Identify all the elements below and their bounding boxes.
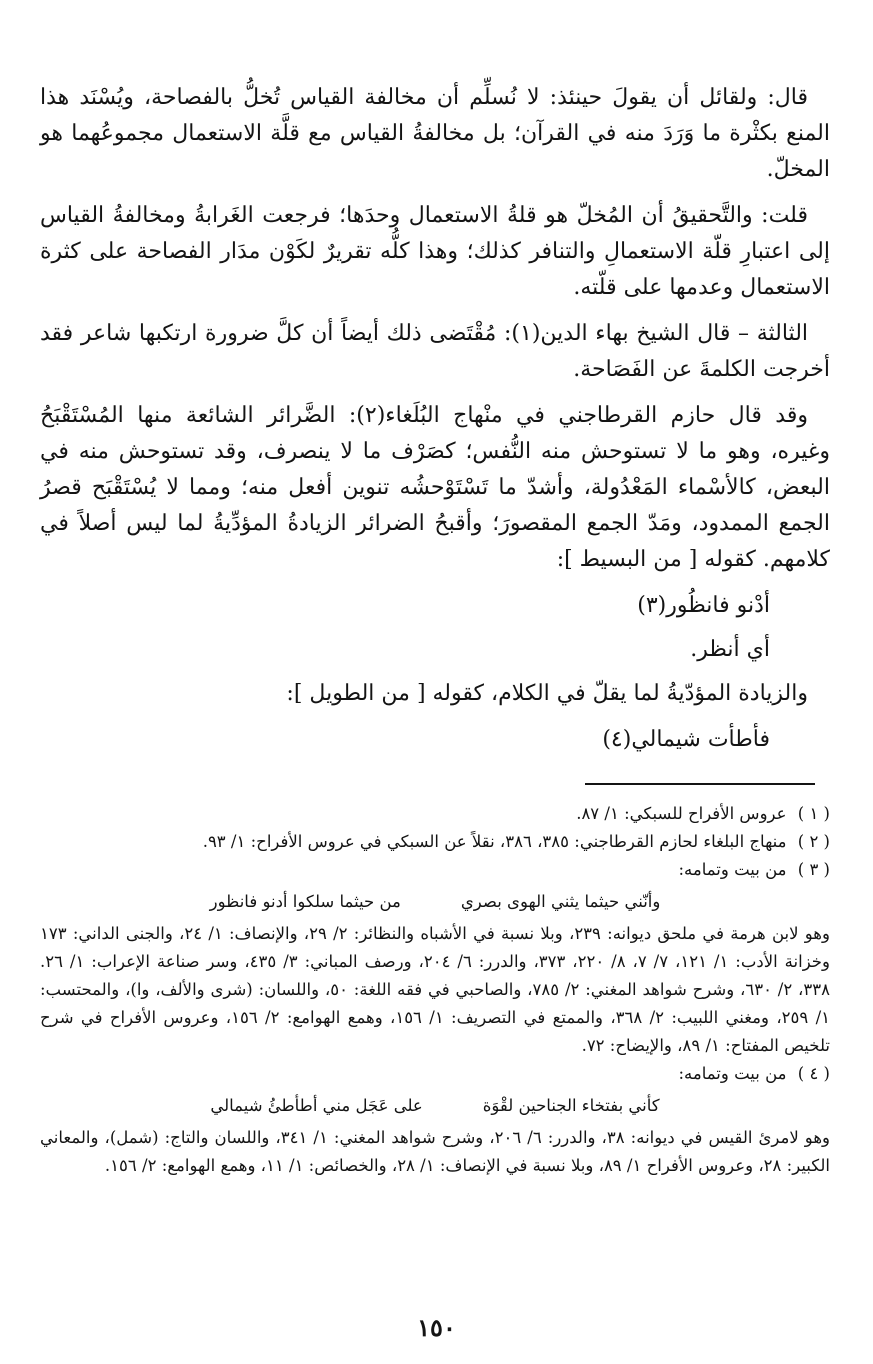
footnote-4: [40, 1060, 830, 1088]
hemistich-left: على عَجَل مني أطأطئُ شيمالي: [210, 1096, 423, 1115]
hemistich-right: كأني بفتخاء الجناحين لقْوَة: [482, 1096, 660, 1115]
paragraph-1: قال: ولقائل أن يقولَ حينئذ: لا نُسلِّم أن مخالفة القياس تُخلُّ بالفصاحة، ويُسْنَد هذا المنع بكثْرة ما وَرَدَ منه في القرآن؛ بل مخالفةُ القياس مع قلَّة الاستعمال مجموعُهما هو المخلّ.: [40, 85, 830, 182]
footnote-4-sources: وهو لامرئ القيس في ديوانه: ٣٨، والدرر: ٦/ ٢٠٦، وشرح شواهد المغني: ١/ ٣٤١، واللسان والتاج: (شمل)، والمعاني الكبير: ٢٨، وعروس الأفراح ١/ ٨٩، وبلا نسبة في الإنصاف: ١/ ٢٨، والخصائص: ١/ ١١، وهمع الهوامع: ٢/ ١٥٦.: [40, 1128, 830, 1175]
page-number: ١٥٠: [417, 1313, 456, 1342]
footnote-text: منهاج البلغاء لحازم القرطاجني: ٣٨٥، ٣٨٦، نقلاً عن السبكي في عروس الأفراح: ١/ ٩٣.: [202, 832, 787, 851]
footnote-number: ( ١ ): [797, 804, 830, 823]
footnote-intro: من بيت وتمامه:: [678, 1064, 787, 1083]
footnote-2: [40, 828, 830, 856]
footnote-number: ( ٤ ): [797, 1064, 830, 1083]
footnotes: [40, 800, 830, 1180]
paragraph-5: والزيادة المؤدّيةُ لما يقلّ في الكلام، كقوله [ من الطويل ]:: [286, 681, 808, 706]
gloss-line-1: أي أنظر.: [690, 637, 770, 662]
paragraph-2: قلت: والتَّحقيقُ أن المُخلّ هو قلةُ الاستعمال وحدَها؛ فرجعت الغَرابةُ ومخالفةُ القياس إلى اعتبارِ قلّة الاستعمالِ والتنافر كذلك؛ وهذا كلُّه تقريرٌ لكَوْن مدَار الفصاحة على كثرة الاستعمال وعدمها على قلّته.: [40, 203, 830, 300]
footnote-3-sources: وهو لابن هرمة في ملحق ديوانه: ٢٣٩، وبلا نسبة في الأشباه والنظائر: ٢/ ٢٩، والإنصاف: ١/ ٢٤، والجنى الداني: ١٧٣ وخزانة الأدب: ١/ ١٢١، ٧/ ٧، ٨/ ٢٢٠، ٣٧٣، والدرر: ٦/ ٢٠٤، ورصف المباني: ٣/ ٤٣٥، وسر صناعة الإعراب: ١/ ٢٦. ٣٣٨، ٢/ ٦٣٠، وشرح شواهد المغني: ٢/ ٧٨٥، والصاحبي في فقه اللغة: ٥٠، واللسان: (شرى والألف، وا)، والمحتسب: ١/ ٢٥٩، ومغني اللبيب: ٢/ ٣٦٨، والممتع في التصريف: ١/ ١٥٦، وهمع الهوامع: ٢/ ١٥٦، وعروس الأفراح في شرح تلخيص المفتاح: ١/ ٨٩، والإيضاح: ٧٢.: [40, 924, 831, 1055]
footnote-separator: [585, 783, 815, 785]
verse-line-1: أدْنو فانظُور(٣): [637, 593, 770, 618]
footnote-1: [40, 800, 830, 828]
hemistich-left: من حيثما سلكوا أدنو فانظور: [209, 892, 401, 911]
footnote-intro: من بيت وتمامه:: [678, 860, 787, 879]
footnote-3: [40, 856, 830, 884]
footnote-number: ( ٢ ): [797, 832, 830, 851]
footnote-text: عروس الأفراح للسبكي: ١/ ٨٧.: [576, 804, 787, 823]
footnote-4-couplet: [40, 1092, 830, 1120]
footnote-number: ( ٣ ): [797, 860, 830, 879]
footnote-3-couplet: [40, 888, 830, 916]
paragraph-4: وقد قال حازم القرطاجني في منْهاج البُلَغاء(٢): الضَّرائر الشائعة منها المُسْتَقْبَحُ وغيره، وهو ما لا تستوحش منه النُّفس؛ كصَرْف ما لا ينصرف، وقد تستوحش منه في البعض، كالأسْماء المَعْدُولة، وأشدّ ما تَسْتَوْحشُه تنوين أفعل منه؛ ومما لا يُسْتَقْبَح قصرُ الجمع الممدود، ومَدّ الجمع المقصورَ؛ وأقبحُ الضرائر الزيادةُ المؤدِّيةُ لما ليس أصلاً في كلامهم. كقوله [ من البسيط ]:: [40, 403, 830, 572]
hemistich-right: وأنّني حيثما يثني الهوى بصري: [460, 892, 661, 911]
paragraph-3: الثالثة – قال الشيخ بهاء الدين(١): مُقْتَضى ذلك أيضاً أن كلَّ ضرورة ارتكبها شاعر فقد أخرجت الكلمةَ عن الفَصَاحة.: [40, 321, 830, 382]
verse-line-2: فأطأت شيمالي(٤): [602, 727, 770, 752]
main-text: [40, 80, 830, 766]
